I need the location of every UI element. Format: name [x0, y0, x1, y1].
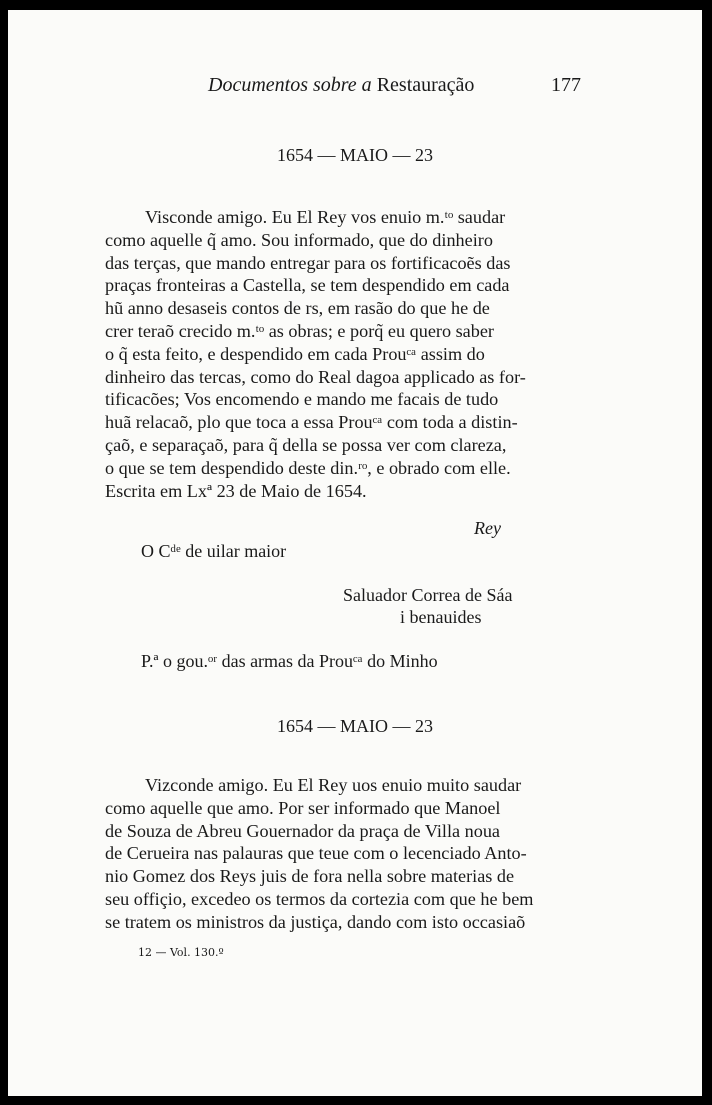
letter1-line: tificacões; Vos encomendo e mando me facais de tudo: [105, 389, 499, 410]
letter1-line: praças fronteiras a Castella, se tem despendido em cada: [105, 275, 510, 296]
letter1-body: [105, 206, 575, 502]
letter2-line: se tratem os ministros da justiça, dando com isto occasiaõ: [105, 911, 526, 932]
letter1-line: como aquelle q̃ amo. Sou informado, que do dinheiro: [105, 229, 493, 250]
letter1-line: o q̃ esta feito, e despendido em cada Prouᶜᵃ assim do: [105, 343, 485, 364]
letter1-line: das terças, que mando entregar para os fortificacoẽs das: [105, 252, 511, 273]
letter2-line: Vizconde amigo. Eu El Rey uos enuio muito saudar: [145, 775, 522, 795]
letter1-line: Escrita em Lxª 23 de Maio de 1654.: [105, 480, 367, 501]
letter2-line: de Cerueira nas palauras que teue com o lecenciado Anto-: [105, 843, 527, 864]
letter1-line: crer teraõ crecido m.ᵗᵒ as obras; e porq̃ eu quero saber: [105, 320, 494, 341]
letter1-line: dinheiro das tercas, como do Real dagoa applicado as for-: [105, 366, 526, 387]
signature-footer: 12 — Vol. 130.º: [138, 946, 224, 959]
letter1-line: hũ anno desaseis contos de rs, em rasão do que he de: [105, 298, 490, 319]
signer-name: Saluador Correa de Sáa: [343, 585, 513, 605]
letter1-line: çaõ, e separaçaõ, para q̃ della se possa ver com clareza,: [105, 434, 507, 455]
letter1-line: Visconde amigo. Eu El Rey vos enuio m.ᵗᵒ saudar: [145, 207, 506, 227]
letter2-line: nio Gomez dos Reys juis de fora nella sobre materias de: [105, 866, 515, 887]
letter1-line: huã relacaõ, plo que toca a essa Prouᶜᵃ com toda a distin-: [105, 412, 518, 433]
letter1-line: o que se tem despendido deste din.ʳᵒ, e obrado com elle.: [105, 457, 511, 478]
letter1-date: 1654 — MAIO — 23: [277, 145, 433, 165]
letter2-line: como aquelle que amo. Por ser informado que Manoel: [105, 797, 501, 818]
running-title: Documentos sobre a Restauração: [208, 74, 475, 96]
letter2-body: [105, 774, 575, 934]
letter2-line: seu offiçio, excedeo os termos da cortezia com que he bem: [105, 888, 534, 909]
letter-subject: P.ª o gou.ᵒʳ das armas da Prouᶜᵃ do Minho: [141, 651, 438, 671]
letter2-line: de Souza de Abreu Gouernador da praça de Villa noua: [105, 820, 501, 841]
page-number: 177: [551, 74, 581, 96]
signature-rey: Rey: [474, 518, 501, 538]
signer-surname: i benauides: [400, 607, 482, 627]
addressee: O Cᵈᵉ de uilar maior: [141, 541, 287, 561]
document-page: [8, 10, 702, 1096]
letter2-date: 1654 — MAIO — 23: [277, 716, 433, 736]
signer-block: [343, 584, 512, 628]
